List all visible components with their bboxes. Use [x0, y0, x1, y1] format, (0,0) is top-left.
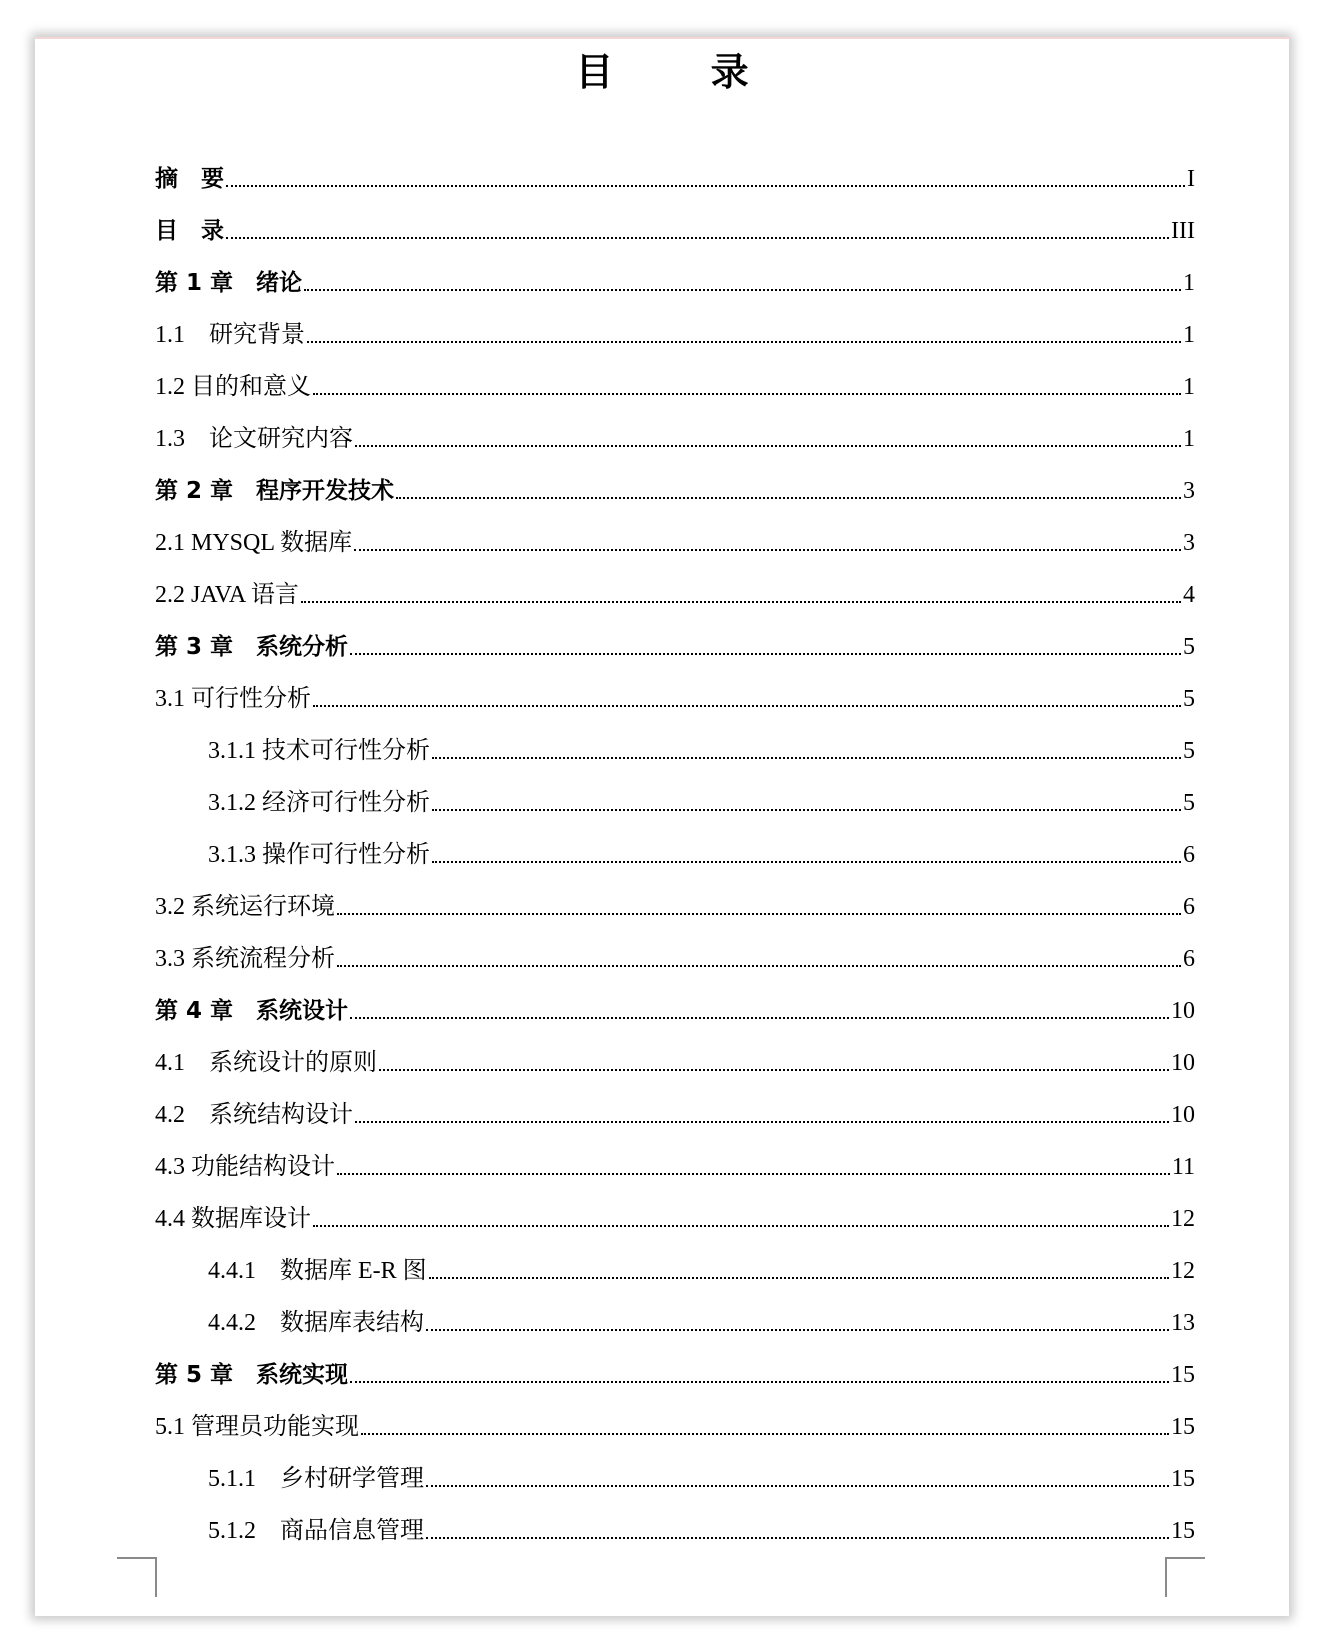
- dot-leader: [307, 341, 1181, 343]
- toc-entry-chapter-1[interactable]: [155, 248, 1195, 300]
- toc-entry-label: 3.1.2 经济可行性分析: [208, 790, 430, 816]
- toc-entry-label: 1.1 研究背景: [155, 322, 305, 348]
- toc-entry-label: 第 1 章 绪论: [155, 270, 303, 296]
- toc-entry-label: 摘 要: [155, 166, 224, 192]
- toc-entry-3-1-3[interactable]: [155, 820, 1195, 872]
- dot-leader: [379, 1069, 1169, 1071]
- toc-page-number: 5: [1183, 686, 1195, 712]
- toc-entry-contents[interactable]: [155, 196, 1195, 248]
- toc-entry-3-1[interactable]: [155, 664, 1195, 716]
- toc-page-number: 1: [1183, 374, 1195, 400]
- toc-page-number: 6: [1183, 894, 1195, 920]
- dot-leader: [337, 965, 1181, 967]
- toc-page-number: 1: [1183, 322, 1195, 348]
- dot-leader: [313, 705, 1181, 707]
- toc-entry-label: 4.4.2 数据库表结构: [208, 1310, 424, 1336]
- toc-entry-label: 4.2 系统结构设计: [155, 1102, 353, 1128]
- table-of-contents: [155, 144, 1195, 1548]
- toc-page-number: 6: [1183, 842, 1195, 868]
- toc-entry-4-4-1[interactable]: [155, 1236, 1195, 1288]
- toc-entry-4-4-2[interactable]: [155, 1288, 1195, 1340]
- dot-leader: [426, 1537, 1169, 1539]
- toc-page-number: I: [1187, 166, 1195, 192]
- toc-entry-4-2[interactable]: [155, 1080, 1195, 1132]
- toc-entry-label: 第 5 章 系统实现: [155, 1362, 349, 1388]
- dot-leader: [432, 861, 1181, 863]
- toc-page-number: 15: [1171, 1518, 1195, 1544]
- dot-leader: [432, 809, 1181, 811]
- toc-entry-label: 4.3 功能结构设计: [155, 1154, 335, 1180]
- toc-entry-5-1-2[interactable]: [155, 1496, 1195, 1548]
- toc-entry-label: 目 录: [155, 218, 224, 244]
- dot-leader: [355, 1121, 1169, 1123]
- dot-leader: [355, 445, 1181, 447]
- toc-entry-1-2[interactable]: [155, 352, 1195, 404]
- toc-entry-label: 5.1.2 商品信息管理: [208, 1518, 424, 1544]
- toc-page-number: 10: [1171, 1050, 1195, 1076]
- toc-entry-3-1-1[interactable]: [155, 716, 1195, 768]
- toc-page-number: 1: [1183, 426, 1195, 452]
- dot-leader: [313, 1225, 1169, 1227]
- dot-leader: [426, 1329, 1169, 1331]
- toc-entry-label: 1.2 目的和意义: [155, 374, 311, 400]
- dot-leader: [429, 1277, 1169, 1279]
- toc-entry-4-4[interactable]: [155, 1184, 1195, 1236]
- toc-entry-3-1-2[interactable]: [155, 768, 1195, 820]
- toc-page-number: 1: [1183, 270, 1195, 296]
- dot-leader: [350, 1017, 1169, 1019]
- toc-entry-label: 3.3 系统流程分析: [155, 946, 335, 972]
- toc-page-number: 4: [1183, 582, 1195, 608]
- dot-leader: [426, 1485, 1169, 1487]
- toc-entry-label: 1.3 论文研究内容: [155, 426, 353, 452]
- toc-entry-label: 5.1 管理员功能实现: [155, 1414, 359, 1440]
- toc-entry-label: 4.1 系统设计的原则: [155, 1050, 377, 1076]
- toc-entry-chapter-2[interactable]: [155, 456, 1195, 508]
- toc-entry-label: 3.1.1 技术可行性分析: [208, 738, 430, 764]
- toc-entry-1-1[interactable]: [155, 300, 1195, 352]
- dot-leader: [396, 497, 1181, 499]
- toc-page-number: 12: [1171, 1258, 1195, 1284]
- dot-leader: [337, 913, 1181, 915]
- dot-leader: [226, 237, 1169, 239]
- dot-leader: [432, 757, 1181, 759]
- toc-page-number: 10: [1171, 1102, 1195, 1128]
- toc-entry-label: 5.1.1 乡村研学管理: [208, 1466, 424, 1492]
- toc-page-number: 6: [1183, 946, 1195, 972]
- toc-entry-chapter-4[interactable]: [155, 976, 1195, 1028]
- toc-page-number: 3: [1183, 478, 1195, 504]
- toc-entry-label: 第 3 章 系统分析: [155, 634, 349, 660]
- toc-entry-label: 4.4.1 数据库 E-R 图: [208, 1258, 427, 1284]
- toc-page-number: 13: [1171, 1310, 1195, 1336]
- toc-page-number: 10: [1171, 998, 1195, 1024]
- toc-page-number: III: [1171, 218, 1195, 244]
- toc-page-number: 15: [1171, 1362, 1195, 1388]
- toc-entry-label: 3.2 系统运行环境: [155, 894, 335, 920]
- toc-entry-label: 4.4 数据库设计: [155, 1206, 311, 1232]
- toc-entry-label: 第 4 章 系统设计: [155, 998, 349, 1024]
- toc-page-number: 15: [1171, 1466, 1195, 1492]
- dot-leader: [361, 1433, 1169, 1435]
- toc-entry-abstract[interactable]: [155, 144, 1195, 196]
- page-title: 目 录: [575, 50, 791, 94]
- toc-entry-4-3[interactable]: [155, 1132, 1195, 1184]
- toc-entry-2-2[interactable]: [155, 560, 1195, 612]
- dot-leader: [350, 1381, 1169, 1383]
- toc-entry-label: 2.2 JAVA 语言: [155, 582, 299, 608]
- toc-entry-5-1-1[interactable]: [155, 1444, 1195, 1496]
- toc-entry-4-1[interactable]: [155, 1028, 1195, 1080]
- dot-leader: [354, 549, 1181, 551]
- dot-leader: [350, 653, 1181, 655]
- toc-entry-chapter-5[interactable]: [155, 1340, 1195, 1392]
- toc-page-number: 15: [1171, 1414, 1195, 1440]
- dot-leader: [337, 1173, 1170, 1175]
- toc-page-number: 5: [1183, 738, 1195, 764]
- toc-entry-1-3[interactable]: [155, 404, 1195, 456]
- margin-corner-mark-right: [1165, 1557, 1205, 1597]
- document-page: [35, 37, 1289, 1616]
- dot-leader: [304, 289, 1181, 291]
- toc-entry-2-1[interactable]: [155, 508, 1195, 560]
- toc-entry-label: 3.1.3 操作可行性分析: [208, 842, 430, 868]
- toc-entry-chapter-3[interactable]: [155, 612, 1195, 664]
- toc-entry-label: 2.1 MYSQL 数据库: [155, 530, 353, 556]
- toc-page-number: 12: [1171, 1206, 1195, 1232]
- toc-entry-label: 第 2 章 程序开发技术: [155, 478, 395, 504]
- toc-page-number: 11: [1171, 1154, 1195, 1180]
- margin-corner-mark-left: [117, 1557, 157, 1597]
- toc-entry-3-2[interactable]: [155, 872, 1195, 924]
- toc-entry-5-1[interactable]: [155, 1392, 1195, 1444]
- toc-page-number: 3: [1183, 530, 1195, 556]
- dot-leader: [301, 601, 1181, 603]
- toc-entry-3-3[interactable]: [155, 924, 1195, 976]
- toc-entry-label: 3.1 可行性分析: [155, 686, 311, 712]
- dot-leader: [226, 185, 1185, 187]
- toc-page-number: 5: [1183, 790, 1195, 816]
- toc-page-number: 5: [1183, 634, 1195, 660]
- dot-leader: [313, 393, 1181, 395]
